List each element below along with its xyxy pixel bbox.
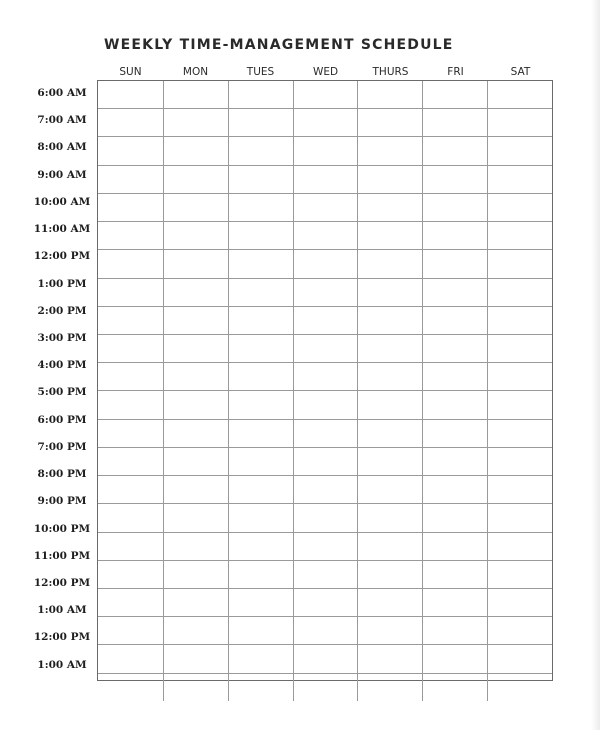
time-label: 1:00 PM <box>37 277 87 290</box>
schedule-cell-fri[interactable] <box>422 391 487 418</box>
time-column <box>30 80 94 680</box>
schedule-cell-thurs[interactable] <box>357 109 422 136</box>
schedule-row <box>98 334 552 362</box>
schedule-cell-tues[interactable] <box>228 166 293 193</box>
schedule-cell-sun[interactable] <box>98 476 163 503</box>
schedule-cell-sun[interactable] <box>98 589 163 616</box>
schedule-cell-sat[interactable] <box>487 674 552 701</box>
schedule-cell-wed[interactable] <box>293 674 358 701</box>
schedule-cell-sun[interactable] <box>98 222 163 249</box>
schedule-cell-sat[interactable] <box>487 335 552 362</box>
schedule-cell-thurs[interactable] <box>357 222 422 249</box>
time-label: 7:00 PM <box>37 440 87 453</box>
schedule-cell-tues[interactable] <box>228 363 293 390</box>
schedule-cell-thurs[interactable] <box>357 533 422 560</box>
schedule-cell-tues[interactable] <box>228 420 293 447</box>
schedule-cell-thurs[interactable] <box>357 391 422 418</box>
schedule-cell-thurs[interactable] <box>357 617 422 644</box>
schedule-cell-sat[interactable] <box>487 363 552 390</box>
schedule-cell-mon[interactable] <box>163 533 228 560</box>
schedule-cell-mon[interactable] <box>163 307 228 334</box>
schedule-row <box>98 447 552 475</box>
schedule-cell-sun[interactable] <box>98 279 163 306</box>
day-header-sat: SAT <box>510 66 531 78</box>
schedule-cell-mon[interactable] <box>163 420 228 447</box>
schedule-cell-tues[interactable] <box>228 645 293 672</box>
time-label: 10:00 PM <box>33 522 91 535</box>
schedule-cell-mon[interactable] <box>163 448 228 475</box>
schedule-cell-sun[interactable] <box>98 645 163 672</box>
schedule-cell-mon[interactable] <box>163 81 228 108</box>
schedule-cell-tues[interactable] <box>228 222 293 249</box>
schedule-cell-thurs[interactable] <box>357 476 422 503</box>
schedule-cell-wed[interactable] <box>293 391 358 418</box>
schedule-cell-tues[interactable] <box>228 307 293 334</box>
schedule-row <box>98 419 552 447</box>
schedule-cell-tues[interactable] <box>228 476 293 503</box>
schedule-cell-fri[interactable] <box>422 307 487 334</box>
time-label: 8:00 AM <box>37 141 87 154</box>
schedule-cell-fri[interactable] <box>422 109 487 136</box>
schedule-row <box>98 108 552 136</box>
schedule-cell-mon[interactable] <box>163 674 228 701</box>
schedule-row <box>98 390 552 418</box>
schedule-cell-wed[interactable] <box>293 222 358 249</box>
schedule-cell-tues[interactable] <box>228 617 293 644</box>
schedule-cell-mon[interactable] <box>163 391 228 418</box>
schedule-cell-fri[interactable] <box>422 589 487 616</box>
schedule-row <box>98 532 552 560</box>
schedule-cell-fri[interactable] <box>422 363 487 390</box>
schedule-cell-wed[interactable] <box>293 81 358 108</box>
schedule-cell-mon[interactable] <box>163 166 228 193</box>
schedule-cell-fri[interactable] <box>422 476 487 503</box>
schedule-cell-thurs[interactable] <box>357 645 422 672</box>
schedule-cell-mon[interactable] <box>163 279 228 306</box>
schedule-cell-sat[interactable] <box>487 589 552 616</box>
schedule-cell-sun[interactable] <box>98 504 163 531</box>
schedule-row <box>98 362 552 390</box>
schedule-cell-thurs[interactable] <box>357 137 422 164</box>
schedule-row <box>98 165 552 193</box>
schedule-cell-mon[interactable] <box>163 250 228 277</box>
schedule-cell-wed[interactable] <box>293 448 358 475</box>
schedule-cell-thurs[interactable] <box>357 448 422 475</box>
schedule-cell-wed[interactable] <box>293 279 358 306</box>
schedule-row <box>98 475 552 503</box>
schedule-cell-mon[interactable] <box>163 561 228 588</box>
schedule-cell-sun[interactable] <box>98 194 163 221</box>
schedule-row <box>98 644 552 672</box>
schedule-cell-thurs[interactable] <box>357 250 422 277</box>
schedule-cell-sun[interactable] <box>98 363 163 390</box>
time-label: 6:00 AM <box>37 87 87 99</box>
schedule-cell-sat[interactable] <box>487 194 552 221</box>
schedule-row <box>98 673 552 701</box>
schedule-cell-sat[interactable] <box>487 250 552 277</box>
schedule-cell-fri[interactable] <box>422 279 487 306</box>
schedule-row <box>98 136 552 164</box>
schedule-cell-sun[interactable] <box>98 448 163 475</box>
schedule-cell-sat[interactable] <box>487 137 552 164</box>
schedule-cell-fri[interactable] <box>422 645 487 672</box>
schedule-cell-sun[interactable] <box>98 81 163 108</box>
time-label: 1:00 AM <box>37 658 87 671</box>
schedule-cell-thurs[interactable] <box>357 561 422 588</box>
schedule-cell-sun[interactable] <box>98 561 163 588</box>
schedule-cell-fri[interactable] <box>422 194 487 221</box>
time-label: 8:00 PM <box>37 468 87 481</box>
schedule-cell-thurs[interactable] <box>357 166 422 193</box>
schedule-cell-mon[interactable] <box>163 476 228 503</box>
schedule-cell-tues[interactable] <box>228 391 293 418</box>
schedule-cell-sun[interactable] <box>98 166 163 193</box>
schedule-cell-tues[interactable] <box>228 279 293 306</box>
schedule-cell-tues[interactable] <box>228 250 293 277</box>
schedule-row <box>98 560 552 588</box>
schedule-cell-wed[interactable] <box>293 504 358 531</box>
time-label: 3:00 PM <box>37 331 87 344</box>
schedule-cell-thurs[interactable] <box>357 279 422 306</box>
schedule-cell-tues[interactable] <box>228 109 293 136</box>
schedule-cell-thurs[interactable] <box>357 420 422 447</box>
schedule-cell-tues[interactable] <box>228 674 293 701</box>
time-label: 6:00 PM <box>37 413 87 426</box>
schedule-cell-mon[interactable] <box>163 645 228 672</box>
schedule-row <box>98 588 552 616</box>
schedule-cell-wed[interactable] <box>293 250 358 277</box>
schedule-cell-sun[interactable] <box>98 250 163 277</box>
schedule-cell-wed[interactable] <box>293 335 358 362</box>
schedule-cell-tues[interactable] <box>228 448 293 475</box>
time-label: 5:00 PM <box>37 386 87 399</box>
schedule-cell-tues[interactable] <box>228 533 293 560</box>
time-label: 10:00 AM <box>33 195 91 208</box>
schedule-row <box>98 616 552 644</box>
schedule-cell-sat[interactable] <box>487 476 552 503</box>
time-label: 9:00 AM <box>37 168 87 181</box>
day-header-tues: TUES <box>246 66 275 78</box>
schedule-cell-fri[interactable] <box>422 561 487 588</box>
schedule-cell-thurs[interactable] <box>357 81 422 108</box>
schedule-cell-wed[interactable] <box>293 363 358 390</box>
schedule-cell-wed[interactable] <box>293 589 358 616</box>
schedule-row <box>98 503 552 531</box>
schedule-cell-wed[interactable] <box>293 476 358 503</box>
schedule-cell-mon[interactable] <box>163 617 228 644</box>
schedule-cell-wed[interactable] <box>293 533 358 560</box>
schedule-cell-tues[interactable] <box>228 561 293 588</box>
schedule-cell-thurs[interactable] <box>357 194 422 221</box>
schedule-cell-fri[interactable] <box>422 250 487 277</box>
schedule-cell-tues[interactable] <box>228 335 293 362</box>
schedule-cell-tues[interactable] <box>228 194 293 221</box>
schedule-cell-sat[interactable] <box>487 109 552 136</box>
schedule-cell-mon[interactable] <box>163 335 228 362</box>
schedule-cell-wed[interactable] <box>293 307 358 334</box>
schedule-cell-sat[interactable] <box>487 448 552 475</box>
time-label: 12:00 PM <box>33 250 91 263</box>
time-label: 1:00 AM <box>37 604 87 617</box>
schedule-cell-fri[interactable] <box>422 504 487 531</box>
schedule-grid <box>97 80 553 681</box>
schedule-cell-mon[interactable] <box>163 504 228 531</box>
schedule-cell-wed[interactable] <box>293 420 358 447</box>
schedule-cell-sat[interactable] <box>487 279 552 306</box>
schedule-cell-tues[interactable] <box>228 589 293 616</box>
schedule-cell-thurs[interactable] <box>357 589 422 616</box>
schedule-cell-fri[interactable] <box>422 222 487 249</box>
schedule-cell-fri[interactable] <box>422 166 487 193</box>
day-header-fri: FRI <box>447 66 464 78</box>
day-header-mon: MON <box>182 66 209 78</box>
schedule-cell-mon[interactable] <box>163 363 228 390</box>
schedule-cell-fri[interactable] <box>422 533 487 560</box>
day-header-thurs: THURS <box>372 66 409 78</box>
schedule-cell-mon[interactable] <box>163 109 228 136</box>
schedule-cell-sun[interactable] <box>98 674 163 701</box>
page-title: WEEKLY TIME-MANAGEMENT SCHEDULE <box>104 37 454 53</box>
schedule-cell-sun[interactable] <box>98 109 163 136</box>
schedule-cell-fri[interactable] <box>422 674 487 701</box>
schedule-cell-sat[interactable] <box>487 81 552 108</box>
schedule-cell-sun[interactable] <box>98 533 163 560</box>
schedule-cell-sat[interactable] <box>487 391 552 418</box>
schedule-cell-fri[interactable] <box>422 81 487 108</box>
schedule-cell-sat[interactable] <box>487 222 552 249</box>
schedule-cell-sat[interactable] <box>487 420 552 447</box>
schedule-cell-sun[interactable] <box>98 420 163 447</box>
schedule-cell-sat[interactable] <box>487 561 552 588</box>
schedule-cell-wed[interactable] <box>293 645 358 672</box>
time-label: 2:00 PM <box>37 304 87 317</box>
schedule-cell-sun[interactable] <box>98 335 163 362</box>
day-header-wed: WED <box>312 66 339 78</box>
schedule-cell-mon[interactable] <box>163 589 228 616</box>
schedule-cell-sat[interactable] <box>487 533 552 560</box>
schedule-cell-sun[interactable] <box>98 307 163 334</box>
schedule-cell-thurs[interactable] <box>357 335 422 362</box>
time-label: 7:00 AM <box>37 114 87 127</box>
schedule-cell-sun[interactable] <box>98 137 163 164</box>
time-label: 9:00 PM <box>37 495 87 508</box>
schedule-row <box>98 278 552 306</box>
time-label: 4:00 PM <box>37 359 87 372</box>
time-label: 12:00 PM <box>33 576 91 589</box>
schedule-row <box>98 249 552 277</box>
schedule-row <box>98 81 552 108</box>
schedule-cell-wed[interactable] <box>293 109 358 136</box>
schedule-row <box>98 221 552 249</box>
schedule-cell-tues[interactable] <box>228 504 293 531</box>
schedule-cell-mon[interactable] <box>163 222 228 249</box>
schedule-cell-tues[interactable] <box>228 81 293 108</box>
schedule-cell-tues[interactable] <box>228 137 293 164</box>
page-edge-shadow <box>591 0 600 730</box>
schedule-row <box>98 306 552 334</box>
schedule-cell-fri[interactable] <box>422 335 487 362</box>
schedule-cell-sat[interactable] <box>487 307 552 334</box>
schedule-cell-sat[interactable] <box>487 645 552 672</box>
day-header-row <box>98 64 553 80</box>
schedule-cell-fri[interactable] <box>422 420 487 447</box>
schedule-row <box>98 193 552 221</box>
schedule-cell-thurs[interactable] <box>357 307 422 334</box>
time-label: 12:00 PM <box>33 631 91 644</box>
schedule-cell-mon[interactable] <box>163 194 228 221</box>
schedule-cell-thurs[interactable] <box>357 363 422 390</box>
schedule-cell-thurs[interactable] <box>357 504 422 531</box>
schedule-cell-fri[interactable] <box>422 137 487 164</box>
time-label: 11:00 PM <box>33 549 91 562</box>
schedule-cell-wed[interactable] <box>293 166 358 193</box>
schedule-cell-wed[interactable] <box>293 137 358 164</box>
schedule-cell-fri[interactable] <box>422 448 487 475</box>
schedule-cell-mon[interactable] <box>163 137 228 164</box>
schedule-cell-sun[interactable] <box>98 617 163 644</box>
schedule-cell-sun[interactable] <box>98 391 163 418</box>
schedule-cell-thurs[interactable] <box>357 674 422 701</box>
schedule-cell-wed[interactable] <box>293 194 358 221</box>
schedule-cell-sat[interactable] <box>487 504 552 531</box>
day-header-sun: SUN <box>119 66 142 78</box>
schedule-cell-wed[interactable] <box>293 617 358 644</box>
schedule-cell-wed[interactable] <box>293 561 358 588</box>
time-label: 11:00 AM <box>33 223 91 236</box>
schedule-cell-sat[interactable] <box>487 617 552 644</box>
schedule-cell-fri[interactable] <box>422 617 487 644</box>
schedule-cell-sat[interactable] <box>487 166 552 193</box>
